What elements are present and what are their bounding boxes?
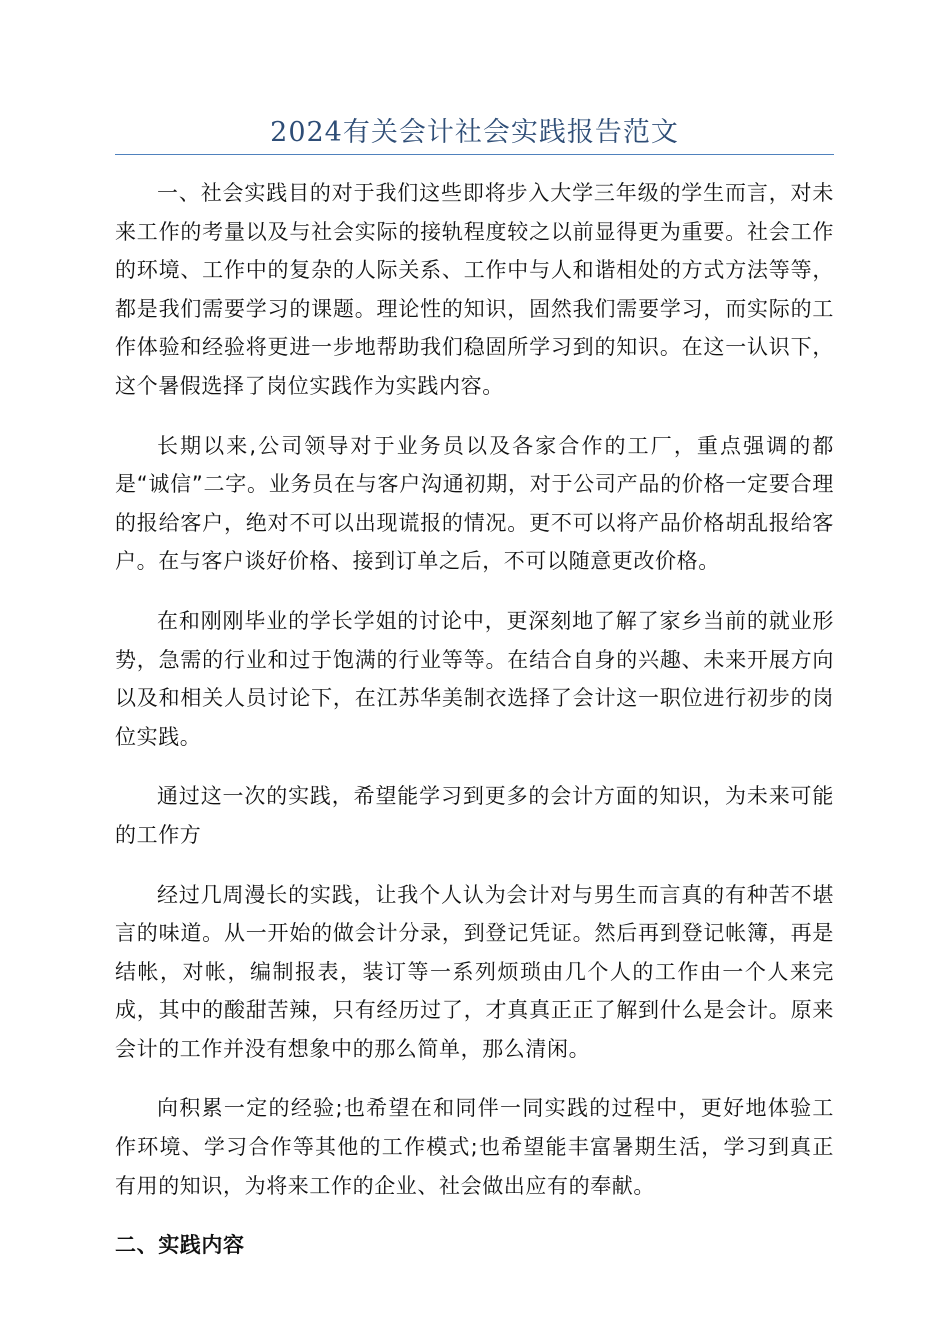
paragraph-discussion: 在和刚刚毕业的学长学姐的讨论中，更深刻地了解了家乡当前的就业形势，急需的行业和过于饱满的行业等等。在结合自身的兴趣、未来开展方向以及和相关人员讨论下，在江苏华美制衣选择了会计这一职位进行初步的岗位实践。: [115, 608, 834, 749]
paragraph-experience: 经过几周漫长的实践，让我个人认为会计对与男生而言真的有种苦不堪言的味道。从一开始的做会计分录，到登记凭证。然后再到登记帐簿，再是结帐，对帐，编制报表，装订等一系列烦琐由几个人的工作由一个人来完成，其中的酸甜苦辣，只有经历过了，才真真正正了解到什么是会计。原来会计的工作并没有想象中的那么简单，那么清闲。: [115, 882, 834, 1061]
document-title: 2024有关会计社会实践报告范文: [270, 117, 679, 148]
paragraph-purpose: 一、社会实践目的对于我们这些即将步入大学三年级的学生而言，对未来工作的考量以及与社会实际的接轨程度较之以前显得更为重要。社会工作的环境、工作中的复杂的人际关系、工作中与人和谐相处的方式方法等等，都是我们需要学习的课题。理论性的知识，固然我们需要学习，而实际的工作体验和经验将更进一步地帮助我们稳固所学习到的知识。在这一认识下，这个暑假选择了岗位实践作为实践内容。: [115, 181, 834, 398]
title-divider: [115, 154, 834, 155]
paragraph-accumulate: 向积累一定的经验;也希望在和同伴一同实践的过程中，更好地体验工作环境、学习合作等其他的工作模式;也希望能丰富暑期生活，学习到真正有用的知识，为将来工作的企业、社会做出应有的奉献。: [115, 1096, 834, 1198]
paragraph-integrity: 长期以来,公司领导对于业务员以及各家合作的工厂，重点强调的都是“诚信”二字。业务员在与客户沟通初期，对于公司产品的价格一定要合理的报给客户，绝对不可以出现谎报的情况。更不可以将产品价格胡乱报给客户。在与客户谈好价格、接到订单之后，不可以随意更改价格。: [115, 433, 834, 574]
document-body: [115, 174, 834, 1265]
paragraph-hope: 通过这一次的实践，希望能学习到更多的会计方面的知识，为未来可能的工作方: [115, 784, 834, 847]
section-heading: 二、实践内容: [115, 1233, 245, 1258]
